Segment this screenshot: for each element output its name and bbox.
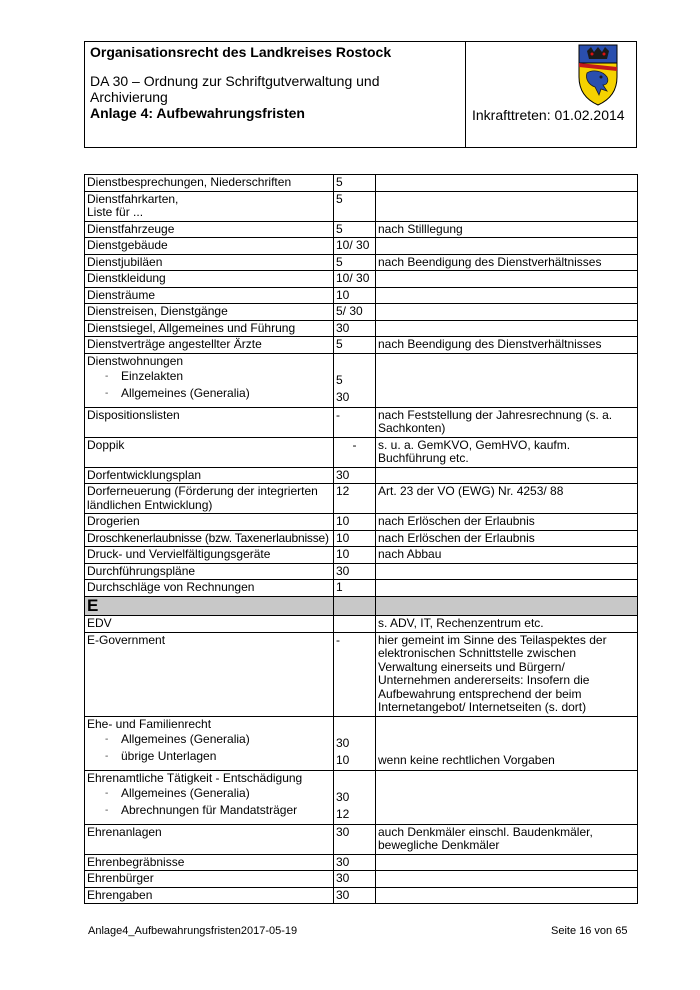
entry-years: 12 xyxy=(334,484,376,514)
document-header xyxy=(84,41,637,148)
table-row xyxy=(85,770,638,824)
entry-note: nach Beendigung des Dienstverhältnisses xyxy=(376,254,638,271)
entry-note xyxy=(376,175,638,192)
document-title: Organisationsrecht des Landkreises Rostock xyxy=(90,44,392,60)
entry-years: 5 xyxy=(334,191,376,221)
entry-name xyxy=(85,716,334,770)
entry-note xyxy=(376,320,638,337)
dash-bullet: - xyxy=(105,805,109,816)
entry-name: Dorfentwicklungsplan xyxy=(85,467,334,484)
entry-name xyxy=(85,770,334,824)
table-row xyxy=(85,824,638,854)
entry-years: 5 xyxy=(334,254,376,271)
entry-note xyxy=(376,271,638,288)
table-row xyxy=(85,716,638,770)
table-row xyxy=(85,887,638,904)
table-row xyxy=(85,871,638,888)
entry-years: 30 xyxy=(334,563,376,580)
entry-note: nach Abbau xyxy=(376,547,638,564)
table-row xyxy=(85,191,638,221)
entry-note xyxy=(376,563,638,580)
entry-years xyxy=(334,616,376,633)
entry-years: 30 xyxy=(334,320,376,337)
sub-entry: - Allgemeines (Generalia) xyxy=(87,385,331,402)
entry-years: 5/ 30 xyxy=(334,304,376,321)
entry-name: Dienstverträge angestellter Ärzte xyxy=(85,337,334,354)
entry-years: 10 xyxy=(334,287,376,304)
entry-name: Doppik xyxy=(85,437,334,467)
footer-filename: Anlage4_Aufbewahrungsfristen2017-05-19 xyxy=(88,925,298,937)
entry-note xyxy=(376,580,638,597)
letter-section-row xyxy=(85,596,638,616)
dash-bullet: - xyxy=(105,751,109,762)
entry-years xyxy=(334,353,376,407)
entry-years xyxy=(334,716,376,770)
sub-years: 30 xyxy=(336,789,350,804)
sub-entry: - Allgemeines (Generalia) xyxy=(87,785,331,802)
entry-name: Ehrenanlagen xyxy=(85,824,334,854)
sub-years: 12 xyxy=(336,806,350,821)
retention-table xyxy=(84,174,637,904)
entry-name: Ehrenbegräbnisse xyxy=(85,854,334,871)
entry-name: Dienstkleidung xyxy=(85,271,334,288)
sub-years: 30 xyxy=(336,389,350,404)
group-title: Dienstwohnungen xyxy=(87,353,184,368)
entry-name: Dienstfahrzeuge xyxy=(85,221,334,238)
table-row xyxy=(85,353,638,407)
table-row xyxy=(85,514,638,531)
entry-name: Dienstbesprechungen, Niederschriften xyxy=(85,175,334,192)
entry-years: 10 xyxy=(334,514,376,531)
entry-name: Drogerien xyxy=(85,514,334,531)
sub-note: wenn keine rechtlichen Vorgaben xyxy=(378,752,555,767)
entry-years: 5 xyxy=(334,221,376,238)
entry-name: Ehrenbürger xyxy=(85,871,334,888)
table-row xyxy=(85,547,638,564)
entry-note xyxy=(376,871,638,888)
table-row xyxy=(85,632,638,716)
entry-note xyxy=(376,854,638,871)
table-row xyxy=(85,580,638,597)
section-letter: E xyxy=(85,596,334,616)
table-row xyxy=(85,467,638,484)
entry-note: hier gemeint im Sinne des Teilaspektes der elektronischen Schnittstelle zwischen Verwaltung einerseits und Bürgern/ Unternehmen andererseits: Insofern die Aufbewahrung entsprechend der beim Internetangebot/ Internetseiten (s. dort) xyxy=(376,632,638,716)
dash-bullet: - xyxy=(105,388,109,399)
entry-note xyxy=(376,191,638,221)
table-row xyxy=(85,407,638,437)
entry-note xyxy=(376,716,638,770)
entry-name-line: Liste für ... xyxy=(87,205,144,219)
entry-years: 30 xyxy=(334,887,376,904)
footer-page-number: Seite 16 von 65 xyxy=(551,925,628,937)
entry-name: Dienstreisen, Dienstgänge xyxy=(85,304,334,321)
entry-note: nach Feststellung der Jahresrechnung (s. a. Sachkonten) xyxy=(376,407,638,437)
entry-note: auch Denkmäler einschl. Baudenkmäler, bewegliche Denkmäler xyxy=(376,824,638,854)
sub-entry: - übrige Unterlagen xyxy=(87,748,331,765)
table-row xyxy=(85,854,638,871)
entry-note xyxy=(376,287,638,304)
entry-years: - xyxy=(334,407,376,437)
sub-years: 30 xyxy=(336,735,350,750)
entry-name: Diensträume xyxy=(85,287,334,304)
entry-note: Art. 23 der VO (EWG) Nr. 4253/ 88 xyxy=(376,484,638,514)
entry-note xyxy=(376,887,638,904)
sub-entry: - Allgemeines (Generalia) xyxy=(87,731,331,748)
entry-years: 30 xyxy=(334,467,376,484)
entry-years: 30 xyxy=(334,824,376,854)
table-row xyxy=(85,175,638,192)
table-row xyxy=(85,221,638,238)
table-row xyxy=(85,530,638,547)
entry-name-line: Dienstfahrkarten, xyxy=(87,191,179,206)
table-row xyxy=(85,563,638,580)
header-title-cell xyxy=(85,42,466,147)
entry-note xyxy=(376,770,638,824)
table-row xyxy=(85,271,638,288)
entry-years: - xyxy=(334,437,376,467)
sub-years: 5 xyxy=(336,372,343,387)
sub-entry: - Einzelakten xyxy=(87,368,331,385)
entry-note xyxy=(376,353,638,407)
header-logo-cell xyxy=(466,42,636,147)
entry-years: - xyxy=(334,632,376,716)
entry-name: Droschkenerlaubnisse (bzw. Taxenerlaubnisse) xyxy=(85,530,334,547)
entry-name: EDV xyxy=(85,616,334,633)
table-row xyxy=(85,238,638,255)
entry-years: 10/ 30 xyxy=(334,271,376,288)
coat-of-arms-icon xyxy=(577,43,619,107)
entry-note: nach Erlöschen der Erlaubnis xyxy=(376,530,638,547)
table-row xyxy=(85,337,638,354)
entry-name: Durchführungspläne xyxy=(85,563,334,580)
entry-years xyxy=(334,770,376,824)
table-row xyxy=(85,254,638,271)
entry-note: s. u. a. GemKVO, GemHVO, kaufm. Buchführung etc. xyxy=(376,437,638,467)
effective-date: Inkrafttreten: 01.02.2014 xyxy=(472,107,625,123)
entry-years: 30 xyxy=(334,871,376,888)
entry-name: Dienstjubiläen xyxy=(85,254,334,271)
entry-note xyxy=(376,304,638,321)
table-row xyxy=(85,304,638,321)
table-row xyxy=(85,437,638,467)
entry-years: 30 xyxy=(334,854,376,871)
entry-name: Durchschläge von Rechnungen xyxy=(85,580,334,597)
sub-years: 10 xyxy=(336,752,350,767)
entry-name: Druck- und Vervielfältigungsgeräte xyxy=(85,547,334,564)
dash-bullet: - xyxy=(105,734,109,745)
entry-years: 10/ 30 xyxy=(334,238,376,255)
entry-name: Dienstsiegel, Allgemeines und Führung xyxy=(85,320,334,337)
entry-name: Dorferneuerung (Förderung der integrierten ländlichen Entwicklung) xyxy=(85,484,334,514)
group-title: Ehe- und Familienrecht xyxy=(87,716,212,731)
entry-years: 10 xyxy=(334,530,376,547)
entry-note: nach Beendigung des Dienstverhältnisses xyxy=(376,337,638,354)
entry-note: nach Stilllegung xyxy=(376,221,638,238)
entry-note xyxy=(376,467,638,484)
document-subtitle: DA 30 – Ordnung zur Schriftgutverwaltung und Archivierung xyxy=(90,73,380,105)
entry-years: 10 xyxy=(334,547,376,564)
entry-note: s. ADV, IT, Rechenzentrum etc. xyxy=(376,616,638,633)
entry-years: 5 xyxy=(334,337,376,354)
entry-years: 5 xyxy=(334,175,376,192)
entry-name xyxy=(85,353,334,407)
dash-bullet: - xyxy=(105,371,109,382)
annex-title: Anlage 4: Aufbewahrungsfristen xyxy=(90,105,305,121)
entry-name: Dienstgebäude xyxy=(85,238,334,255)
entry-name: E-Government xyxy=(85,632,334,716)
entry-note xyxy=(376,238,638,255)
table-row xyxy=(85,320,638,337)
group-title: Ehrenamtliche Tätigkeit - Entschädigung xyxy=(87,770,303,785)
table-row xyxy=(85,616,638,633)
table-row xyxy=(85,287,638,304)
dash-bullet: - xyxy=(105,788,109,799)
entry-name: Ehrengaben xyxy=(85,887,334,904)
sub-entry: - Abrechnungen für Mandatsträger xyxy=(87,802,331,819)
entry-name xyxy=(85,191,334,221)
table-row xyxy=(85,484,638,514)
entry-years: 1 xyxy=(334,580,376,597)
entry-name: Dispositionslisten xyxy=(85,407,334,437)
entry-note: nach Erlöschen der Erlaubnis xyxy=(376,514,638,531)
